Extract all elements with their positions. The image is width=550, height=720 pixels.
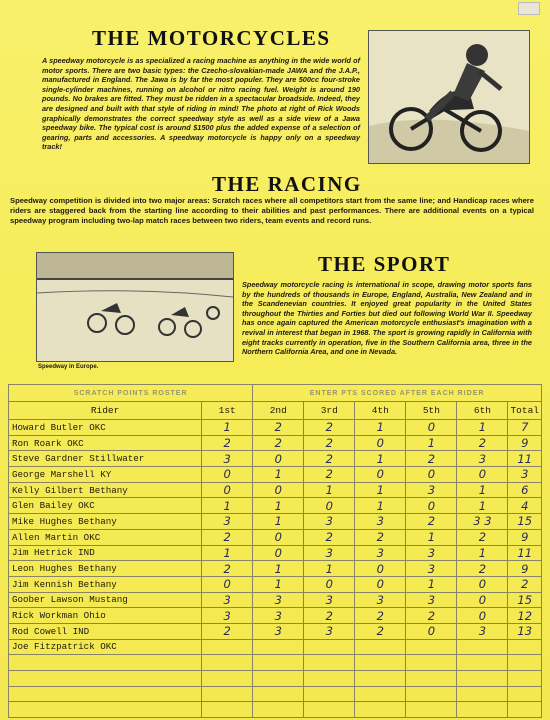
rider-name: George Marshell KY <box>9 467 202 483</box>
heat-score: 1 <box>202 498 253 514</box>
heat-score: 0 <box>457 592 508 608</box>
heat-score <box>457 671 508 687</box>
total-score <box>508 686 542 702</box>
heat-score: 1 <box>355 498 406 514</box>
heat-score: 1 <box>253 467 304 483</box>
heat-score: 1 <box>406 435 457 451</box>
roster-row <box>9 671 542 687</box>
heat-score: 1 <box>406 529 457 545</box>
roster-body <box>9 420 542 718</box>
rider-name: Howard Butler OKC <box>9 420 202 436</box>
total-score <box>508 702 542 718</box>
heat-score <box>304 639 355 655</box>
sport-heading: THE SPORT <box>318 252 451 276</box>
column-header-rider: Rider <box>9 402 202 420</box>
heat-score: 2 <box>355 608 406 624</box>
rider-name: Steve Gardner Stillwater <box>9 451 202 467</box>
heat-score: 3 <box>253 608 304 624</box>
heat-score <box>202 671 253 687</box>
heat-score: 1 <box>457 545 508 561</box>
heat-score: 0 <box>355 576 406 592</box>
roster-row <box>9 576 542 592</box>
heat-score: 3 <box>202 451 253 467</box>
heat-score: 1 <box>253 514 304 530</box>
rider-name <box>9 655 202 671</box>
heat-score: 1 <box>304 482 355 498</box>
heat-score: 3 <box>202 592 253 608</box>
heat-score <box>253 702 304 718</box>
column-header-1st: 1st <box>202 402 253 420</box>
column-header-2nd: 2nd <box>253 402 304 420</box>
roster-banner-right: ENTER PTS SCORED AFTER EACH RIDER <box>253 385 542 402</box>
heat-score <box>355 671 406 687</box>
heat-score <box>202 702 253 718</box>
heat-score: 0 <box>202 576 253 592</box>
heat-score: 2 <box>457 435 508 451</box>
total-score: 9 <box>508 529 542 545</box>
heat-score <box>304 671 355 687</box>
heat-score: 0 <box>355 435 406 451</box>
heat-score: 0 <box>355 561 406 577</box>
heat-score: 0 <box>355 467 406 483</box>
heat-score: 3 <box>304 592 355 608</box>
heat-score <box>304 702 355 718</box>
total-score: 12 <box>508 608 542 624</box>
heat-score: 2 <box>253 435 304 451</box>
column-header-5th: 5th <box>406 402 457 420</box>
speedway-rider-illustration <box>369 31 529 163</box>
heat-score <box>457 655 508 671</box>
roster-header-row <box>9 402 542 420</box>
heat-score: 2 <box>304 467 355 483</box>
heat-score <box>253 639 304 655</box>
heat-score: 2 <box>406 514 457 530</box>
heat-score: 2 <box>304 420 355 436</box>
total-score: 15 <box>508 592 542 608</box>
roster-banner-row <box>9 385 542 402</box>
heat-score: 1 <box>202 545 253 561</box>
heat-score: 2 <box>406 608 457 624</box>
rider-name: Goober Lawson Mustang <box>9 592 202 608</box>
rider-name: Allen Martin OKC <box>9 529 202 545</box>
heat-score: 3 <box>253 623 304 639</box>
total-score <box>508 639 542 655</box>
roster-row <box>9 702 542 718</box>
heat-score: 1 <box>457 498 508 514</box>
heat-score <box>253 686 304 702</box>
heat-score: 1 <box>457 420 508 436</box>
heat-score <box>304 686 355 702</box>
rider-name <box>9 702 202 718</box>
heat-score: 2 <box>253 420 304 436</box>
column-header-4th: 4th <box>355 402 406 420</box>
heat-score: 0 <box>253 529 304 545</box>
heat-score: 3 <box>406 545 457 561</box>
heat-score <box>304 655 355 671</box>
total-score: 9 <box>508 561 542 577</box>
heat-score: 2 <box>304 435 355 451</box>
roster-row <box>9 467 542 483</box>
rider-photo <box>368 30 530 164</box>
roster-row <box>9 482 542 498</box>
heat-score: 0 <box>253 451 304 467</box>
column-header-6th: 6th <box>457 402 508 420</box>
heat-score: 1 <box>253 576 304 592</box>
heat-score: 0 <box>457 576 508 592</box>
rider-name: Jim Kennish Bethany <box>9 576 202 592</box>
heat-score: 2 <box>304 608 355 624</box>
heat-score <box>253 655 304 671</box>
heat-score: 0 <box>202 482 253 498</box>
heat-score: 1 <box>457 482 508 498</box>
rider-name: Jim Hetrick IND <box>9 545 202 561</box>
heat-score <box>355 702 406 718</box>
heat-score: 3 <box>253 592 304 608</box>
heat-score <box>457 702 508 718</box>
sport-text: Speedway motorcycle racing is international in scope, drawing motor sports fans by the hundreds of thousands in Europe, England, Australia, New Zealand and in the Scandenevian countries. It enjoyed great popularity in the United States throughout the Thirties and Forties but died out following World War II. Speedway has once again captured the American motorcycle enthusiast's imagination with a revival in interest that began in 1968. The sport is growing rapidly in California with eight tracks currently in operation, five in the Southern California area, three in the Northern California Area, and one in Nevada. <box>242 280 532 357</box>
total-score: 7 <box>508 420 542 436</box>
heat-score <box>202 686 253 702</box>
rider-name: Ron Roark OKC <box>9 435 202 451</box>
heat-score <box>457 639 508 655</box>
roster-row <box>9 623 542 639</box>
total-score: 11 <box>508 451 542 467</box>
heat-score: 1 <box>355 451 406 467</box>
roster-row <box>9 655 542 671</box>
column-header-3rd: 3rd <box>304 402 355 420</box>
heat-score: 1 <box>253 498 304 514</box>
heat-score <box>253 671 304 687</box>
europe-speedway-photo <box>36 252 234 362</box>
rider-name: Rick Workman Ohio <box>9 608 202 624</box>
heat-score: 3 3 <box>457 514 508 530</box>
rider-name: Joe Fitzpatrick OKC <box>9 639 202 655</box>
rider-name <box>9 686 202 702</box>
motorcycles-text: A speedway motorcycle is as specialized a racing machine as anything in the wide world of motor sports. There are two basic types: the Czecho-slovakian-made JAWA and the J.A.P., manufactured in England. The Jawa is by far the most populer. They are 500cc four-stroke single-cylinder machines, running on alcohol or nitro racing fuel. Weight is around 190 pounds. No brakes are fitted. They must be ridden in a spectacular broadside. Indeed, they are designed and built with that style of riding in mind! The photo at right of Rick Woods graphically demonstrates the correct speedway style as well as a side view of a Jawa speedway bike. The typical cost is around $1500 plus the added expense of a selection of gearing, parts and accessories. A speedway motorcycle is happy only on a speedway track! <box>42 56 360 152</box>
roster-row <box>9 608 542 624</box>
scratch-points-roster <box>8 384 542 718</box>
heat-score: 1 <box>355 420 406 436</box>
heat-score <box>355 686 406 702</box>
roster-row <box>9 561 542 577</box>
total-score: 6 <box>508 482 542 498</box>
heat-score: 3 <box>406 561 457 577</box>
heat-score: 1 <box>304 561 355 577</box>
heat-score: 3 <box>406 482 457 498</box>
photo-caption: Speedway in Europe. <box>38 364 99 370</box>
total-score: 4 <box>508 498 542 514</box>
heat-score <box>406 639 457 655</box>
heat-score: 2 <box>304 529 355 545</box>
heat-score: 2 <box>457 529 508 545</box>
total-score: 2 <box>508 576 542 592</box>
heat-score: 0 <box>304 576 355 592</box>
roster-row <box>9 420 542 436</box>
heat-score: 3 <box>202 514 253 530</box>
roster-row <box>9 592 542 608</box>
speedway-crowd-illustration <box>37 253 233 361</box>
heat-score: 0 <box>202 467 253 483</box>
heat-score <box>457 686 508 702</box>
heat-score: 3 <box>457 623 508 639</box>
heat-score: 2 <box>355 623 406 639</box>
heat-score: 1 <box>253 561 304 577</box>
heat-score <box>406 686 457 702</box>
heat-score: 2 <box>355 529 406 545</box>
total-score <box>508 655 542 671</box>
rider-name <box>9 671 202 687</box>
heat-score: 0 <box>253 482 304 498</box>
racing-text: Speedway competition is divided into two major areas: Scratch races where all competitors start from the same line; and Handicap races where riders are staggered back from the starting line according to their abilities and past performances. There are additional events on a typical speedway program including two-lap match races between two riders, team events and record runs. <box>10 196 534 225</box>
heat-score <box>406 671 457 687</box>
roster-row <box>9 545 542 561</box>
rider-name: Glen Bailey OKC <box>9 498 202 514</box>
rider-name: Kelly Gilbert Bethany <box>9 482 202 498</box>
heat-score <box>202 655 253 671</box>
total-score: 11 <box>508 545 542 561</box>
motorcycles-heading: THE MOTORCYCLES <box>92 26 331 50</box>
heat-score: 2 <box>202 623 253 639</box>
heat-score: 0 <box>406 498 457 514</box>
roster-banner-left: SCRATCH POINTS ROSTER <box>9 385 253 402</box>
heat-score: 3 <box>304 623 355 639</box>
heat-score: 3 <box>355 514 406 530</box>
heat-score: 0 <box>406 623 457 639</box>
heat-score <box>202 639 253 655</box>
heat-score: 3 <box>202 608 253 624</box>
heat-score: 1 <box>355 482 406 498</box>
heat-score: 0 <box>406 467 457 483</box>
heat-score: 0 <box>304 498 355 514</box>
roster-row <box>9 498 542 514</box>
heat-score <box>355 655 406 671</box>
total-score <box>508 671 542 687</box>
heat-score: 0 <box>253 545 304 561</box>
heat-score: 0 <box>457 608 508 624</box>
roster-row <box>9 435 542 451</box>
heat-score <box>406 702 457 718</box>
heat-score: 0 <box>406 420 457 436</box>
heat-score: 2 <box>406 451 457 467</box>
heat-score <box>406 655 457 671</box>
roster-row <box>9 639 542 655</box>
total-score: 15 <box>508 514 542 530</box>
total-score: 9 <box>508 435 542 451</box>
roster-row <box>9 451 542 467</box>
heat-score: 1 <box>406 576 457 592</box>
column-header-total: Total <box>508 402 542 420</box>
heat-score: 3 <box>355 592 406 608</box>
heat-score: 2 <box>304 451 355 467</box>
heat-score: 3 <box>355 545 406 561</box>
rider-name: Rod Cowell IND <box>9 623 202 639</box>
rider-name: Mike Hughes Bethany <box>9 514 202 530</box>
heat-score: 2 <box>202 529 253 545</box>
heat-score: 2 <box>202 435 253 451</box>
heat-score: 3 <box>457 451 508 467</box>
rider-name: Leon Hughes Bethany <box>9 561 202 577</box>
heat-score: 3 <box>304 514 355 530</box>
racing-heading: THE RACING <box>212 172 362 196</box>
corner-thumbnail <box>518 2 540 15</box>
heat-score: 3 <box>406 592 457 608</box>
roster-row <box>9 514 542 530</box>
heat-score: 2 <box>457 561 508 577</box>
heat-score: 0 <box>457 467 508 483</box>
total-score: 3 <box>508 467 542 483</box>
heat-score: 2 <box>202 561 253 577</box>
heat-score: 1 <box>202 420 253 436</box>
roster-row <box>9 529 542 545</box>
roster-row <box>9 686 542 702</box>
heat-score: 3 <box>304 545 355 561</box>
total-score: 13 <box>508 623 542 639</box>
heat-score <box>355 639 406 655</box>
